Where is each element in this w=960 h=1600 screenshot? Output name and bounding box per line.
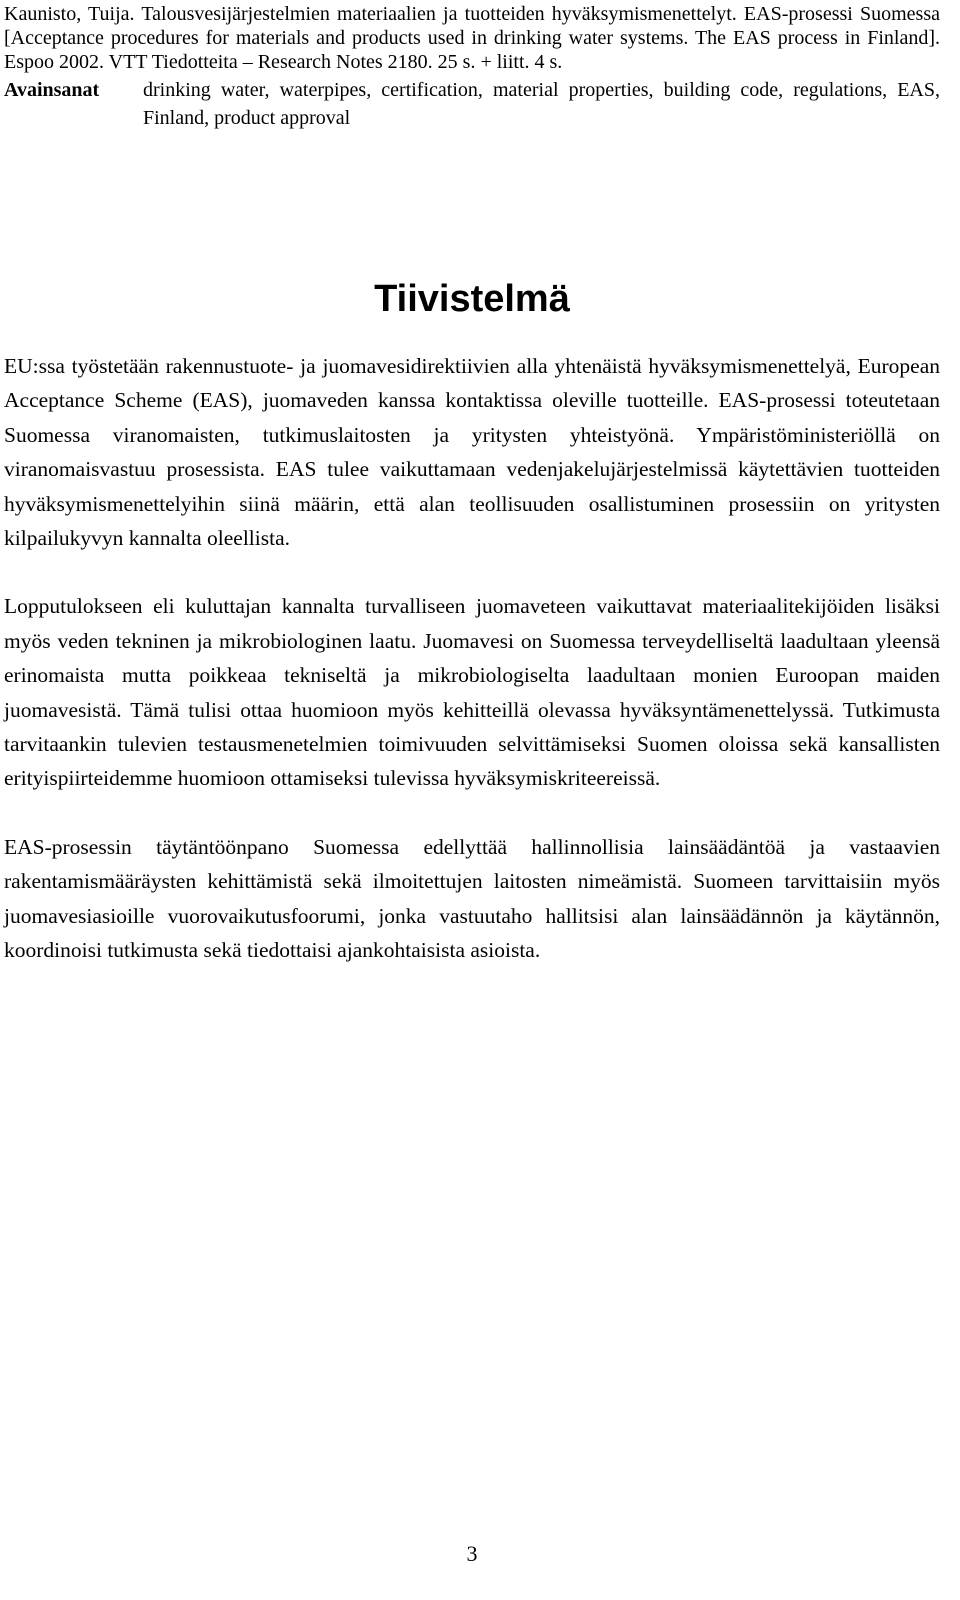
abstract-paragraph-3: EAS-prosessin täytäntöönpano Suomessa edellyttää hallinnollisia lainsäädäntöä ja vastaavien rakentamismääräysten kehittämistä sekä ilmoitettujen laitosten nimeämistä. Suomeen tarvittaisiin myös juomavesiasioille vuorovaikutusfoorumi, jonka vastuutaho hallitsisi alan lainsäädännön ja käytännön, koordinoisi tutkimusta sekä tiedottaisi ajankohtaisista asioista. (4, 834, 940, 963)
keywords-value: drinking water, waterpipes, certification, material properties, building code, regulations, EAS, Finland, product approval (143, 79, 940, 129)
abstract-body (4, 349, 940, 1002)
abstract-title: Tiivistelmä (374, 278, 570, 320)
abstract-paragraph-2: Lopputulokseen eli kuluttajan kannalta turvalliseen juomaveteen vaikuttavat materiaalitekijöiden lisäksi myös veden tekninen ja mikrobiologinen laatu. Juomavesi on Suomessa terveydelliseltä laadultaan yleensä erinomaista mutta poikkeaa tekniseltä ja mikrobiologiselta laadultaan monien Euroopan maiden juomavesistä. Tämä tulisi ottaa huomioon myös kehitteillä olevassa hyväksyntämenettelyssä. Tutkimusta tarvitaankin tulevien testausmenetelmien toimivuuden selvittämiseksi Suomen oloissa sekä kansallisten erityispiirteidemme huomioon ottamiseksi tulevissa hyväksymiskriteereissä. (4, 594, 940, 791)
page-number: 3 (466, 1541, 478, 1566)
document-page (4, 0, 940, 1566)
keywords-label: Avainsanat (4, 79, 100, 101)
bibliographic-citation: Kaunisto, Tuija. Talousvesijärjestelmien materiaalien ja tuotteiden hyväksymismenettelyt. EAS-prosessi Suomessa [Acceptance procedures for materials and products used in drinking water systems. The EAS process in Finland]. Espoo 2002. VTT Tiedotteita – Research Notes 2180. 25 s. + liitt. 4 s. (4, 3, 940, 73)
abstract-paragraph-1: EU:ssa työstetään rakennustuote- ja juomavesidirektiivien alla yhtenäistä hyväksymismenettelyä, European Acceptance Scheme (EAS), juomaveden kanssa kontaktissa oleville tuotteille. EAS-prosessi toteutetaan Suomessa viranomaisten, tutkimuslaitosten ja yritysten yhteistyönä. Ympäristöministeriöllä on viranomaisvastuu prosessista. EAS tulee vaikuttamaan vedenjakelujärjestelmissä käytettävien tuotteiden hyväksymismenettelyihin siinä määrin, että alan teollisuuden osallistuminen prosessiin on yritysten kilpailukyvyn kannalta oleellista. (4, 354, 940, 551)
keywords-row (4, 76, 940, 132)
